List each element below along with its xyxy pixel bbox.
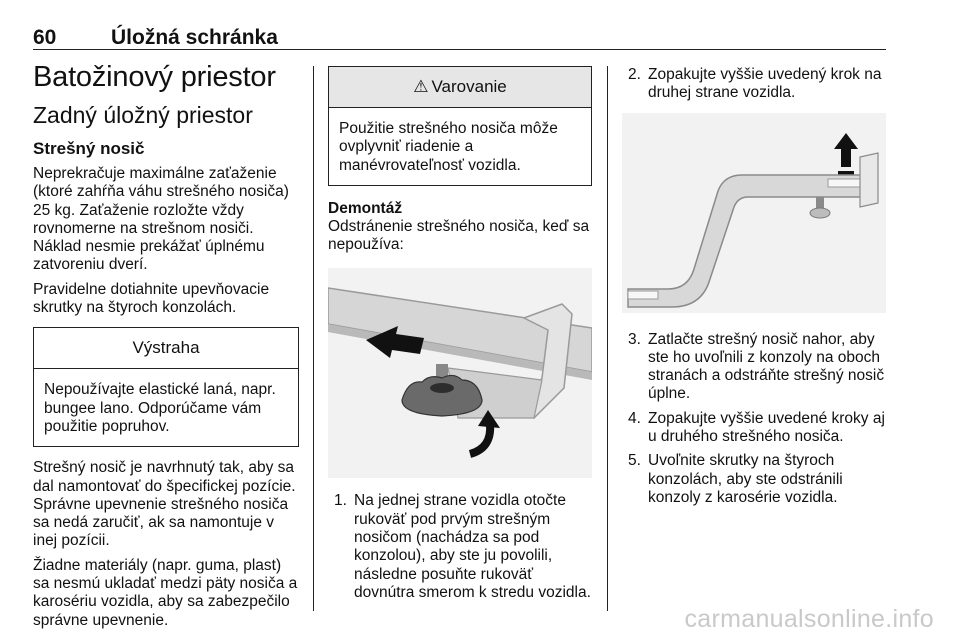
- page-header: [33, 22, 886, 50]
- step-list: [622, 331, 888, 508]
- list-item: 2. Zopakujte vyššie uvedený krok na druhej strane vozidla.: [628, 66, 882, 102]
- page-number: 60: [33, 26, 57, 49]
- section-title: Zadný úložný priestor: [33, 102, 253, 128]
- list-item: 5. Uvoľnite skrutky na štyroch konzolách, aby ste odstránili konzoly z karosérie vozidla.: [628, 452, 843, 506]
- list-item: 1. Na jednej strane vozidla otočte rukoväť pod prvým strešným nosičom (nachádza sa pod konzolou), aby ste ju povolili, následne posuňte rukoväť dovnútra smerom k stredu vozidla.: [334, 492, 591, 601]
- column-divider: [313, 66, 314, 611]
- column-left: [33, 60, 299, 630]
- watermark: carmanualsonline.info: [684, 605, 934, 633]
- warning-triangle-icon: ⚠: [413, 77, 429, 96]
- paragraph: Pravidelne dotiahnite upevňovacie skrutky na štyroch konzolách.: [33, 280, 270, 317]
- column-right: [622, 66, 888, 513]
- paragraph: Strešný nosič je navrhnutý tak, aby sa dal namontovať do špecifickej pozície. Správne upevnenie strešného nosiča sa nedá zaručiť, ak sa namontuje v inej pozícii.: [33, 459, 296, 550]
- warning-title: Varovanie: [431, 77, 507, 96]
- list-item: 3. Zatlačte strešný nosič nahor, aby ste ho uvoľnili z konzoly na oboch stranách a odstráňte strešný nosič úplne.: [628, 330, 885, 403]
- warning-header: [329, 67, 591, 108]
- step-list: [328, 492, 592, 602]
- caution-title: Výstraha: [34, 328, 298, 369]
- removal-heading: Demontáž: [328, 199, 403, 217]
- rail-illustration: [622, 113, 886, 313]
- paragraph: Neprekračuje maximálne zaťaženie (ktoré zahŕňa váhu strešného nosiča) 25 kg. Zaťaženie rozložte vždy rovnomerne na strešnom nosiči. Náklad nesmie prekážať úplnému zatvoreniu dverí.: [33, 165, 289, 274]
- warning-box: [328, 66, 592, 186]
- paragraph: Odstránenie strešného nosiča, keď sa nepoužíva:: [328, 217, 590, 254]
- caution-box: [33, 327, 299, 447]
- list-item: 4. Zopakujte vyššie uvedené kroky aj u druhého strešného nosiča.: [628, 409, 885, 446]
- knob-illustration: [328, 268, 592, 478]
- paragraph: Žiadne materiály (napr. guma, plast) sa nesmú ukladať medzi päty nosiča a karosériu vozidla, aby sa zabezpečilo správne upevnenie.: [33, 556, 298, 629]
- warning-text: Použitie strešného nosiča môže ovplyvniť riadenie a manévrovateľnosť vozidla.: [339, 120, 558, 174]
- column-divider: [607, 66, 608, 611]
- column-middle: [328, 66, 592, 608]
- caution-text: Nepoužívajte elastické laná, napr. bungee lano. Odporúčame vám použitie popruhov.: [44, 381, 276, 435]
- chapter-title: Batožinový priestor: [33, 61, 276, 93]
- step-list: [622, 66, 888, 103]
- running-title: Úložná schránka: [111, 26, 278, 49]
- subsection-title: Strešný nosič: [33, 139, 145, 158]
